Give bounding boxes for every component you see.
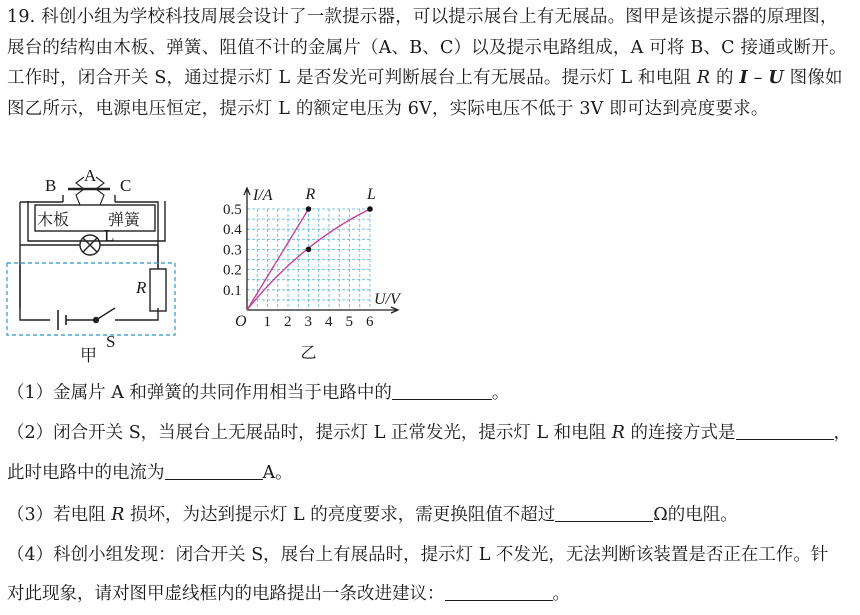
question-3: （3）若电阻 R 损坏，为达到提示灯 L 的亮度要求，需更换阻值不超过 Ω的电阻。 [7,505,738,525]
data-point [306,247,312,253]
question-4-line2: 对此现象，请对图甲虚线框内的电路提出一条改进建议： 。 [7,584,570,604]
origin-label: O [235,313,247,330]
problem-statement: 19. 科创小组为学校科技周展会设计了一款提示器，可以提示展台上有无展品。图甲是该提示器的原理图，展台的结构由木板、弹簧、阻值不计的金属片（A、B、C）以及提示电路组成，A 可将 B、C 接通或断开。工作时，闭合开关 S，通过提示灯 L 是否发光可判断展台上有无展品。提示灯 L 和电阻 R 的 I – U 图像如图乙所示，电源电压恒定，提示灯 L 的额定电压为 6V，实际电压不低于 3V 即可达到亮度要求。 [7,7,847,119]
data-point [306,206,312,212]
label-resistor: R [136,278,147,297]
y-axis-label: I/A [253,187,273,204]
label-A: A [84,166,97,185]
label-B: B [45,176,57,195]
answer-blank-4[interactable] [445,582,553,601]
label-C: C [120,176,132,195]
x-tick-label: 6 [366,314,374,330]
chart-series [247,186,376,310]
caption-jia: 甲 [80,346,97,365]
iu-chart-yi [225,180,415,365]
series-label-L: L [367,186,376,203]
x-tick-label: 5 [345,314,353,330]
y-tick-label: 0.2 [223,262,242,279]
x-tick-label: 4 [325,314,333,330]
x-axis-label: U/V [374,291,400,308]
data-point [367,206,373,212]
series-label-R: R [305,186,316,203]
y-tick-label: 0.5 [223,202,242,218]
x-tick-label: 3 [304,314,312,330]
caption-yi: 乙 [300,345,317,362]
y-tick-label: 0.4 [223,222,242,239]
problem-number: 19. [7,7,36,27]
y-tick-label: 0.1 [223,282,242,299]
question-2: （2）闭合开关 S，当展台上无展品时，提示灯 L 正常发光，提示灯 L 和电阻 R 的连接方式是 ， [7,423,851,443]
y-tick-label: 0.3 [223,242,242,259]
answer-blank-2b[interactable] [165,461,263,480]
question-1: （1）金属片 A 和弹簧的共同作用相当于电路中的 。 [7,383,510,403]
label-lamp: L [104,226,115,245]
x-tick-label: 2 [284,314,292,330]
label-board: 木板 [37,212,70,229]
x-tick-label: 1 [263,314,271,330]
circuit-diagram-jia [0,165,190,370]
label-spring: 弹簧 [108,212,141,229]
label-switch: S [106,332,116,351]
chart-grid [247,209,370,310]
answer-blank-2a[interactable] [736,421,834,440]
answer-blank-3[interactable] [555,503,653,522]
question-2-line2: 此时电路中的电流为 A。 [7,463,293,483]
answer-blank-1[interactable] [392,381,492,400]
question-4: （4）科创小组发现：闭合开关 S，展台上有展品时，提示灯 L 不发光，无法判断该装置是否正在工作。针 [7,545,829,565]
